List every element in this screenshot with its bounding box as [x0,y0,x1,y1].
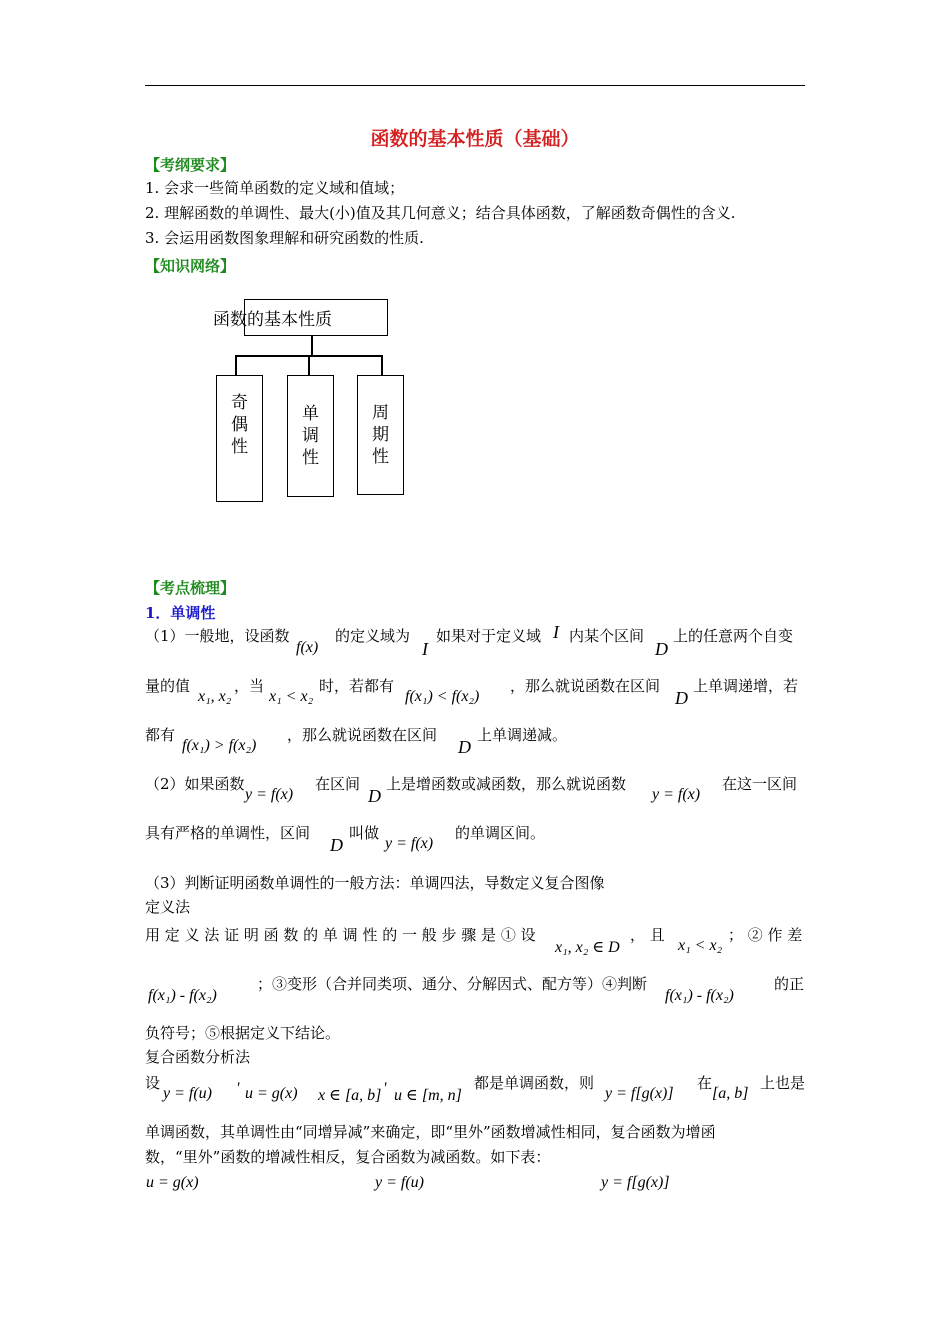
text-p2-c: 时，若都有 [319,677,395,695]
text-p2-d: ，那么就说函数在区间 [510,677,661,695]
text-p7: 定义法 [145,898,191,916]
math-comma-2: ' [383,1080,387,1097]
text-p3-c: 上单调递减。 [477,726,568,744]
table-head-ugx: u = g(x) [146,1174,199,1191]
diagram-root-box [213,299,388,336]
text-p1-a: （1）一般地，设函数 [145,627,290,645]
text-p11: 复合函数分析法 [145,1048,251,1066]
heading-monotonicity: 1．单调性 [145,604,216,622]
header-rule [145,85,805,86]
section-points: 【考点梳理】 [145,579,236,597]
outline-item-1: 1. 会求一些简单函数的定义域和值域； [145,179,405,197]
math-x1x2inD: x₁, x₂ ∈ D [555,939,620,956]
text-p4-a: （2）如果函数 [145,775,245,793]
diagram-child-parity: 奇 偶 性 [216,375,263,502]
math-diff: f(x₁) - f(x₂) [148,987,217,1004]
text-p1-d: 内某个区间 [569,627,645,645]
math-comma-1: ' [236,1080,240,1097]
text-p5-c: 的单调区间。 [455,824,546,842]
text-p5-a: 具有严格的单调性，区间 [145,824,311,842]
text-p2-b: ，当 [234,677,265,695]
math-D-5: D [330,835,343,855]
math-x1ltx2: x₁ < x₂ [269,688,314,705]
outline-item-2: 2. 理解函数的单调性、最大(小)值及其几何意义；结合具体函数，了解函数奇偶性的含义. [145,204,736,222]
text-p8-c: ； ② 作 差 [728,926,803,944]
math-x1ltx2-2: x₁ < x₂ [678,937,723,954]
math-fx1ltfx2: f(x₁) < f(x₂) [405,688,480,705]
section-network: 【知识网络】 [145,257,236,275]
text-p5-b: 叫做 [349,824,380,842]
text-p1-c: 如果对于定义域 [436,627,542,645]
text-p12-a: 设 [145,1074,161,1092]
text-p1-e: 上的任意两个自变 [673,627,794,645]
text-p1-b: 的定义域为 [335,627,411,645]
text-p12-b: 都是单调函数，则 [474,1074,595,1092]
diagram-child-monotonicity: 单 调 性 [287,375,334,497]
text-p3-b: ，那么就说函数在区间 [287,726,438,744]
math-I: I [422,639,428,659]
math-fx: f(x) [296,639,319,656]
text-p13: 单调函数，其单调性由“同增异减”来确定，即“里外”函数增减性相同，复合函数为增函 [145,1123,716,1141]
text-p4-b: 在区间 [315,775,361,793]
section-outline: 【考纲要求】 [145,156,236,174]
text-p14: 数，“里外”函数的增减性相反，复合函数为减函数。如下表： [145,1148,551,1166]
math-D: D [655,639,668,659]
text-p9-b: 的正 [774,975,805,993]
text-p10: 负符号；⑤根据定义下结论。 [145,1024,341,1042]
math-yfx-2: y = f(x) [652,786,701,803]
math-yfu: y = f(u) [163,1085,212,1102]
math-yfx-3: y = f(x) [385,835,434,852]
math-D-4: D [368,786,381,806]
math-fx1gtfx2: f(x₁) > f(x₂) [182,737,257,754]
math-x1x2: x₁, x₂ [198,688,232,705]
text-p8-a: 用 定 义 法 证 明 函 数 的 单 调 性 的 一 般 步 骤 是 ① 设 [145,926,536,944]
math-D-3: D [458,737,471,757]
math-yfgx: y = f[g(x)] [605,1085,674,1102]
text-p6: （3）判断证明函数单调性的一般方法：单调四法，导数定义复合图像 [145,874,605,892]
math-I-2: I [553,622,559,642]
text-p2-e: 上单调递增，若 [693,677,799,695]
text-p8-b: ， 且 [630,926,665,944]
text-p2-a: 量的值 [145,677,191,695]
diagram-connector-middle [308,355,310,375]
text-p9-a: ；③变形（合并同类项、通分、分解因式、配方等）④判断 [257,975,648,993]
table-head-yfu: y = f(u) [375,1174,424,1191]
math-uin: u ∈ [m, n] [394,1087,462,1104]
diagram-connector-vertical [311,336,313,356]
diagram-child-periodicity: 周 期 性 [357,375,404,495]
outline-item-3: 3. 会运用函数图象理解和研究函数的性质. [145,229,424,247]
text-p4-d: 在这一区间 [722,775,798,793]
math-ugx: u = g(x) [245,1085,298,1102]
math-xin: x ∈ [a, b] [318,1087,382,1104]
math-D-2: D [675,688,688,708]
diagram-connector-right [381,355,383,375]
math-yfx: y = f(x) [245,786,294,803]
math-ab: [a, b] [712,1085,749,1102]
page-title: 函数的基本性质（基础） [370,128,580,150]
diagram-connector-left [235,355,237,375]
math-diff-2: f(x₁) - f(x₂) [665,987,734,1004]
text-p12-d: 上也是 [760,1074,806,1092]
diagram-root-label: 函数的基本性质 [213,310,332,330]
text-p3-a: 都有 [145,726,176,744]
text-p4-c: 上是增函数或减函数，那么就说函数 [386,775,627,793]
text-p12-c: 在 [697,1074,713,1092]
table-head-yfgx: y = f[g(x)] [601,1174,670,1191]
